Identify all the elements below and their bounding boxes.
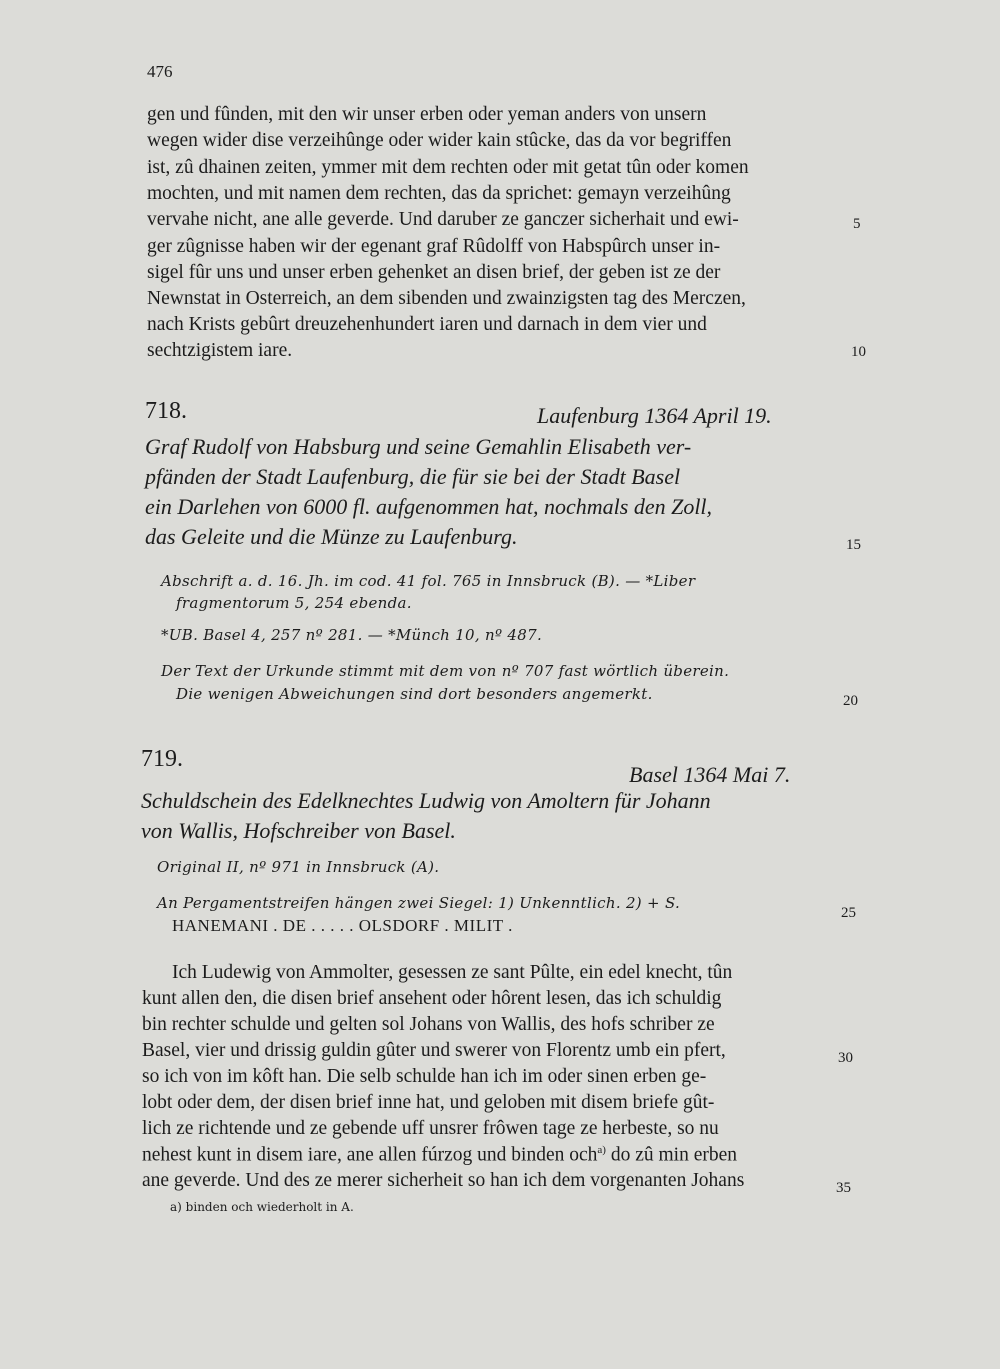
intro-line: sechtzigistem iare. <box>147 340 293 361</box>
intro-line: mochten, und mit namen dem rechten, das da sprichet: gemayn verzeihûng <box>147 183 731 204</box>
doc-summary-line: pfänden der Stadt Laufenburg, die für sie bei der Stadt Basel <box>145 464 681 489</box>
footnote-mark: a) <box>170 1200 182 1214</box>
doc-source-line: Abschrift a. d. 16. Jh. im cod. 41 fol. 765 in Innsbruck (B). — *Liber <box>161 572 696 590</box>
line-number: 5 <box>853 216 861 232</box>
doc-note-line: Der Text der Urkunde stimmt mit dem von nº 707 fast wörtlich überein. <box>161 662 730 680</box>
intro-line: Newnstat in Osterreich, an dem sibenden und zwainzigsten tag des Merczen, <box>147 288 746 309</box>
doc-note-line: Die wenigen Abweichungen sind dort besonders angemerkt. <box>176 685 653 703</box>
line-number: 20 <box>843 693 858 709</box>
doc-text-line: ane geverde. Und des ze merer sicherheit so han ich dem vorgenanten Johans <box>142 1170 745 1191</box>
doc-number: 719. <box>141 746 183 772</box>
doc-place-date: Basel 1364 Mai 7. <box>629 762 791 787</box>
line-number: 35 <box>836 1180 851 1196</box>
doc-seal-legend: HANEMANI . DE . . . . . OLSDORF . MILIT . <box>172 916 513 935</box>
page-number: 476 <box>147 62 173 81</box>
intro-line: ist, zû dhainen zeiten, ymmer mit dem rechten oder mit getat tûn oder komen <box>147 157 749 178</box>
doc-text-line: lobt oder dem, der disen brief inne hat, und geloben mit disem briefe gût- <box>142 1092 715 1113</box>
doc-summary-line: Schuldschein des Edelknechtes Ludwig von Amoltern für Johann <box>141 788 711 813</box>
intro-line: nach Krists gebûrt dreuzehenhundert iaren und darnach in dem vier und <box>147 314 707 335</box>
line-number: 15 <box>846 537 861 553</box>
doc-place-date: Laufenburg 1364 April 19. <box>537 403 772 428</box>
intro-line: gen und fûnden, mit den wir unser erben oder yeman anders von unsern <box>147 104 707 125</box>
intro-line: ger zûgnisse haben wir der egenant graf Rûdolff von Habspûrch unser in- <box>147 236 721 257</box>
doc-text-line: Ich Ludewig von Ammolter, gesessen ze sant Pûlte, ein edel knecht, tûn <box>172 962 733 983</box>
line-number: 30 <box>838 1050 853 1066</box>
doc-summary-line: ein Darlehen von 6000 fl. aufgenommen hat, nochmals den Zoll, <box>145 494 713 519</box>
intro-line: wegen wider dise verzeihûnge oder wider kain stûcke, das da vor begriffen <box>147 130 732 151</box>
doc-text-line: Basel, vier und drissig guldin gûter und swerer von Florentz umb ein pfert, <box>142 1040 726 1061</box>
doc-text-segment: do zû min erben <box>605 1144 737 1166</box>
footnote-text: binden och wiederholt in A. <box>185 1200 354 1214</box>
doc-text-segment: nehest kunt in disem iare, ane allen fúrzog und binden och <box>142 1144 598 1166</box>
intro-line: sigel fûr uns und unser erben gehenket an disen brief, der geben ist ze der <box>147 262 721 283</box>
intro-line: vervahe nicht, ane alle geverde. Und daruber ze ganczer sicherhait und ewi- <box>147 209 739 230</box>
doc-text-line: bin rechter schulde und gelten sol Johans von Wallis, des hofs schriber ze <box>142 1014 715 1035</box>
doc-summary-line: das Geleite und die Münze zu Laufenburg. <box>145 524 518 549</box>
doc-summary-line: von Wallis, Hofschreiber von Basel. <box>141 818 456 843</box>
doc-print-line: *UB. Basel 4, 257 nº 281. — *Münch 10, nº 487. <box>161 626 543 644</box>
doc-text-line: lich ze richtende und ze gebende uff unsrer frôwen tage ze herbeste, so nu <box>142 1118 719 1139</box>
line-number: 10 <box>851 344 866 360</box>
footnote <box>170 1200 354 1214</box>
doc-source-line: Original II, nº 971 in Innsbruck (A). <box>157 858 440 876</box>
doc-seal-line: An Pergamentstreifen hängen zwei Siegel: 1) Unkenntlich. 2) + S. <box>157 894 681 912</box>
doc-number: 718. <box>145 398 187 424</box>
doc-text-line: so ich von im kôft han. Die selb schulde han ich im oder sinen erben ge- <box>142 1066 707 1087</box>
footnote-reference: a) <box>597 1144 606 1156</box>
doc-text-line-with-note <box>142 1144 737 1167</box>
doc-source-line: fragmentorum 5, 254 ebenda. <box>176 594 412 612</box>
line-number: 25 <box>841 905 856 921</box>
doc-text-line: kunt allen den, die disen brief ansehent oder hôrent lesen, das ich schuldig <box>142 988 722 1009</box>
doc-summary-line: Graf Rudolf von Habsburg und seine Gemahlin Elisabeth ver- <box>145 434 692 459</box>
